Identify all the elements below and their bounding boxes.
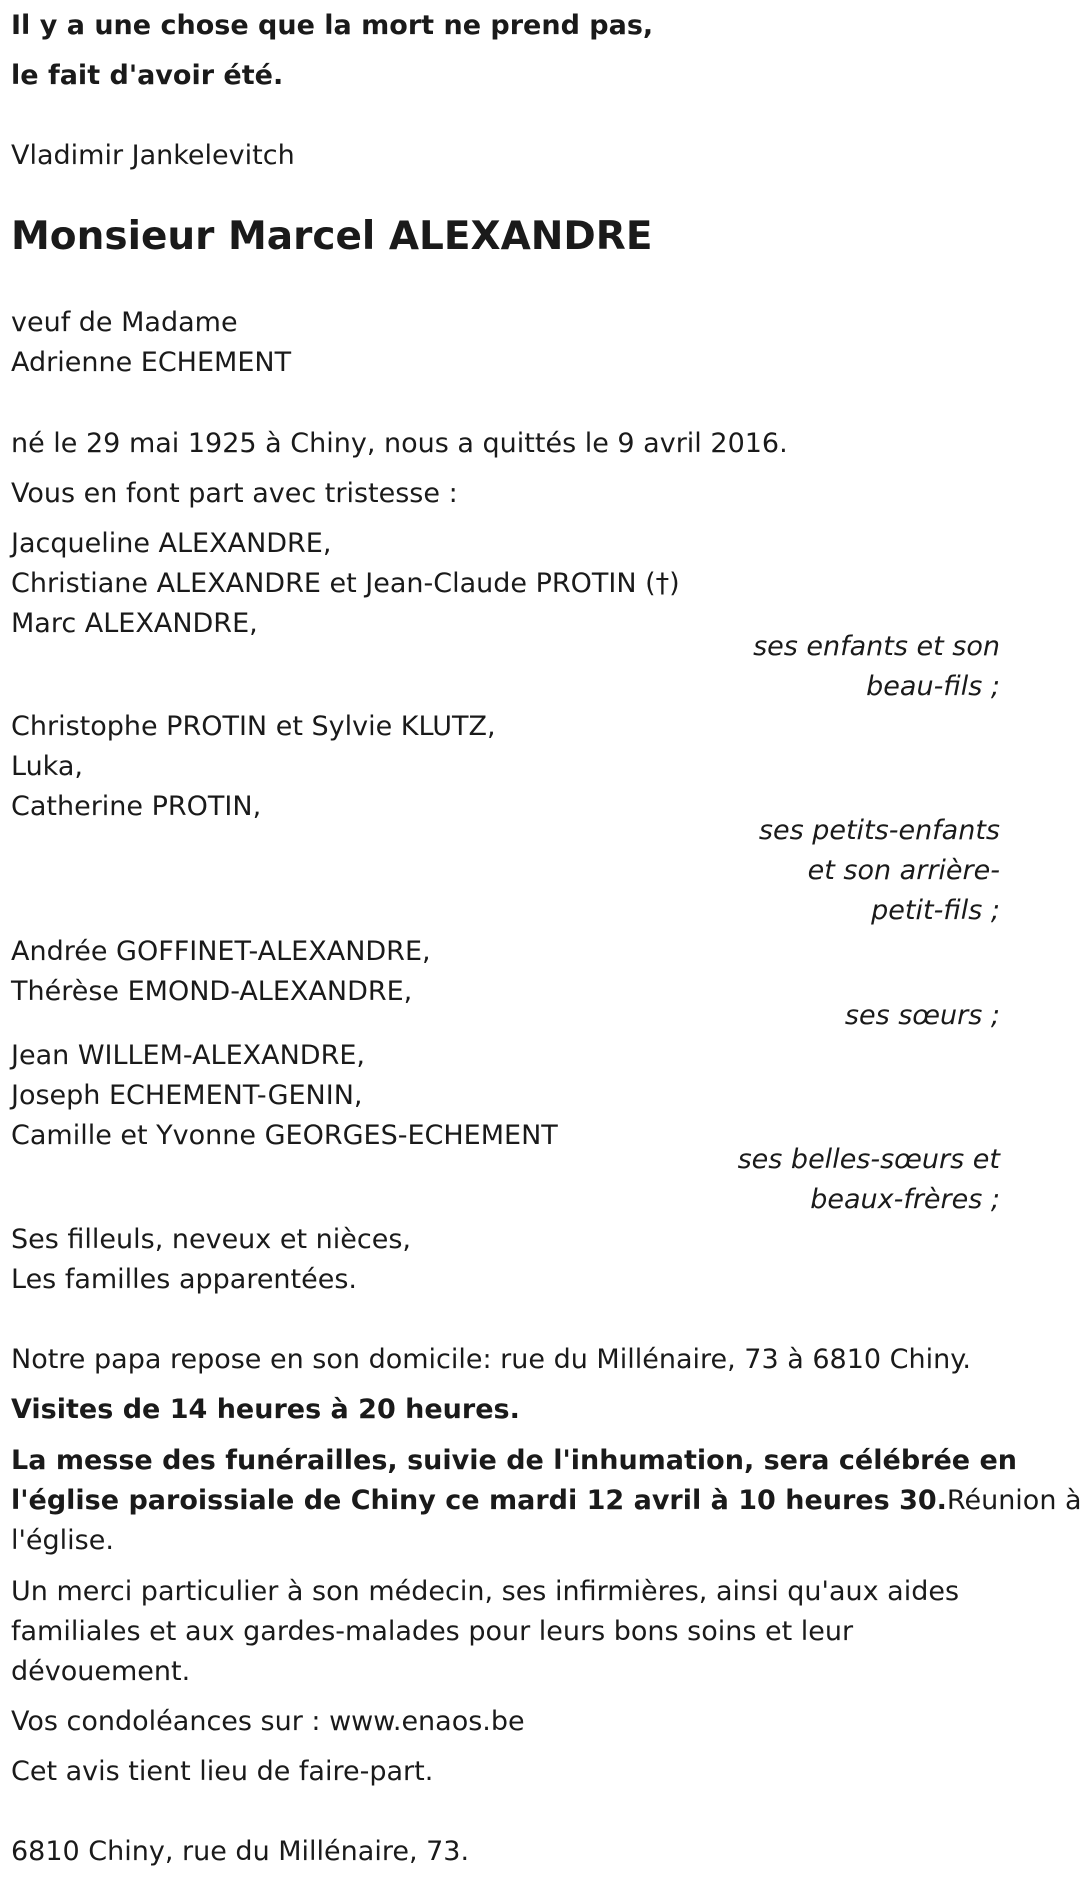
birth-death-line: né le 29 mai 1925 à Chiny, nous a quittés le 9 avril 2016. (11, 428, 788, 459)
family-name: Marc ALEXANDRE, (11, 608, 258, 639)
funeral-line-2-bold: l'église paroissiale de Chiny ce mardi 12 avril à 10 heures 30. (11, 1485, 947, 1516)
condolences-line: Vos condoléances sur : www.enaos.be (11, 1706, 525, 1737)
funeral-line-3: l'église. (11, 1525, 114, 1556)
deceased-name: Monsieur Marcel ALEXANDRE (11, 214, 653, 259)
family-name: Andrée GOFFINET-ALEXANDRE, (11, 936, 431, 967)
family-name: Joseph ECHEMENT-GENIN, (11, 1080, 363, 1111)
family-name: Jacqueline ALEXANDRE, (11, 528, 332, 559)
relation-label: ses belles-sœurs et (737, 1144, 1000, 1175)
announcement-line: Vous en font part avec tristesse : (11, 478, 458, 509)
family-name: Catherine PROTIN, (11, 791, 262, 822)
widow-line-2: Adrienne ECHEMENT (11, 347, 292, 378)
family-name: Christophe PROTIN et Sylvie KLUTZ, (11, 711, 496, 742)
address-line: 6810 Chiny, rue du Millénaire, 73. (11, 1836, 470, 1867)
family-name: Thérèse EMOND-ALEXANDRE, (11, 976, 413, 1007)
relation-label: ses petits-enfants (758, 815, 1000, 846)
family-name: Jean WILLEM-ALEXANDRE, (11, 1040, 365, 1071)
funeral-line-2 (11, 1481, 1082, 1521)
quote-line-2: le fait d'avoir été. (11, 60, 284, 91)
others-line: Ses filleuls, neveux et nièces, (11, 1224, 411, 1255)
family-name: Camille et Yvonne GEORGES-ECHEMENT (11, 1120, 558, 1151)
widow-line-1: veuf de Madame (11, 307, 238, 338)
relation-label: beau-fils ; (866, 671, 1000, 702)
others-line: Les familles apparentées. (11, 1264, 358, 1295)
funeral-line-2-normal: Réunion à (946, 1485, 1082, 1516)
relation-label: petit-fils ; (871, 895, 1000, 926)
visits-line: Visites de 14 heures à 20 heures. (11, 1394, 520, 1425)
quote-author: Vladimir Jankelevitch (11, 140, 295, 171)
relation-label: ses enfants et son (753, 631, 1000, 662)
quote-line-1: Il y a une chose que la mort ne prend pas, (11, 10, 654, 41)
family-name: Christiane ALEXANDRE et Jean-Claude PROTIN (†) (11, 568, 680, 599)
relation-label: beaux-frères ; (810, 1184, 1000, 1215)
relation-label: ses sœurs ; (844, 1000, 1000, 1031)
thanks-line-1: Un merci particulier à son médecin, ses infirmières, ainsi qu'aux aides (11, 1576, 960, 1607)
thanks-line-3: dévouement. (11, 1656, 191, 1687)
rest-line: Notre papa repose en son domicile: rue du Millénaire, 73 à 6810 Chiny. (11, 1344, 971, 1375)
thanks-line-2: familiales et aux gardes-malades pour leurs bons soins et leur (11, 1616, 854, 1647)
relation-label: et son arrière- (807, 855, 1000, 886)
notice-line: Cet avis tient lieu de faire-part. (11, 1756, 434, 1787)
funeral-line-1: La messe des funérailles, suivie de l'inhumation, sera célébrée en (11, 1445, 1018, 1476)
family-name: Luka, (11, 751, 83, 782)
